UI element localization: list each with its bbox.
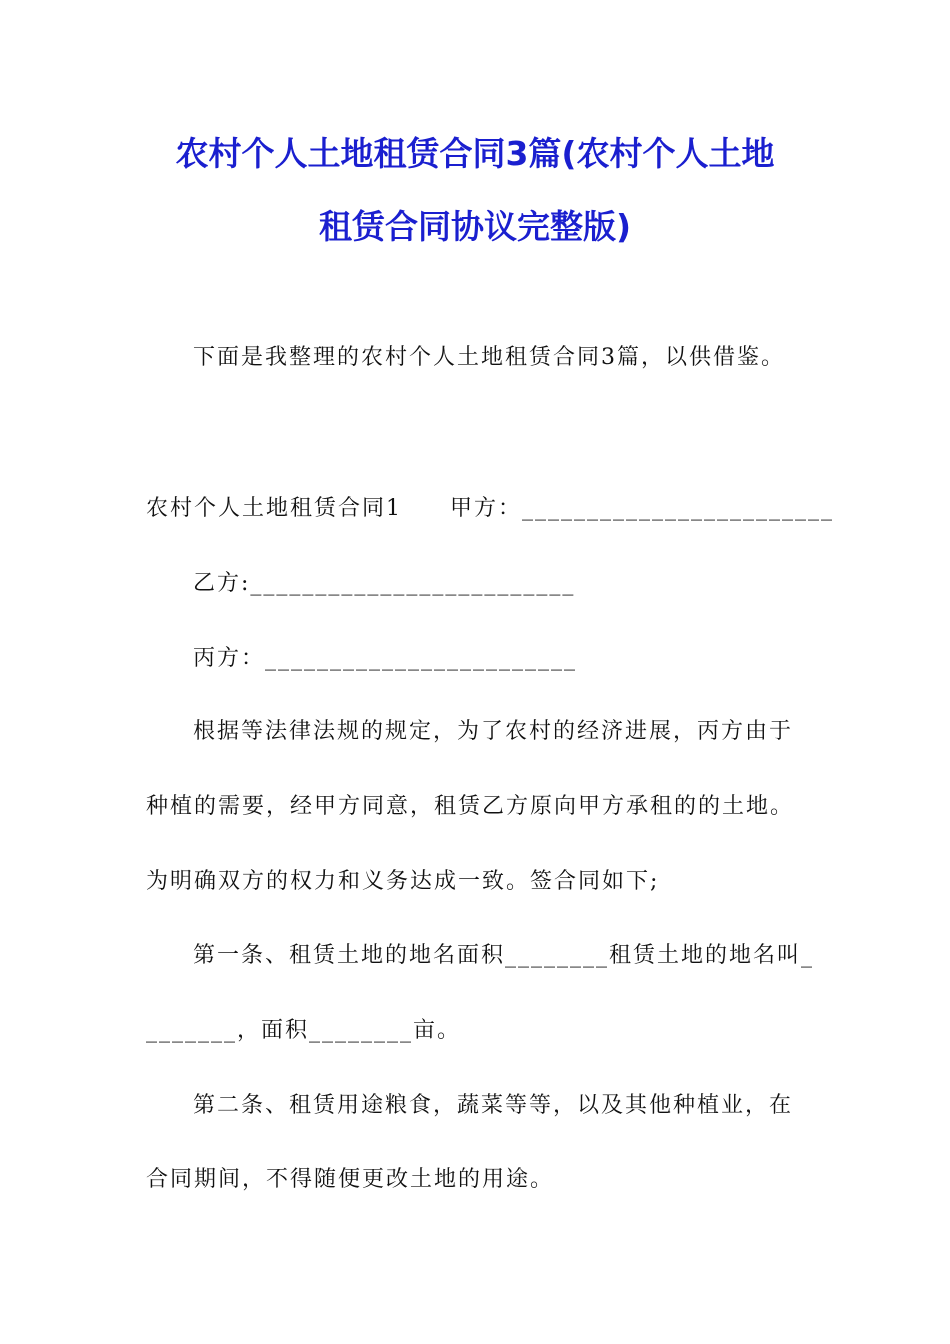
intro-paragraph: 下面是我整理的农村个人土地租赁合同3篇，以供借鉴。 <box>193 345 785 370</box>
party-c-line: 丙方：________________________ <box>193 646 578 671</box>
party-b-line: 乙方:_________________________ <box>193 571 576 596</box>
document-title-line-2: 租赁合同协议完整版) <box>318 207 632 246</box>
paragraph-1-line-1: 根据等法律法规的规定，为了农村的经济进展，丙方由于 <box>193 719 794 744</box>
article-1-line-1: 第一条、租赁土地的地名面积________租赁土地的地名叫_ <box>193 943 815 968</box>
article-2-line-2: 合同期间，不得随便更改土地的用途。 <box>146 1167 555 1192</box>
paragraph-1-line-2: 种植的需要，经甲方同意，租赁乙方原向甲方承租的的土地。 <box>146 794 795 819</box>
paragraph-1-line-3: 为明确双方的权力和义务达成一致。签合同如下; <box>146 869 660 894</box>
article-2-line-1: 第二条、租赁用途粮食，蔬菜等等，以及其他种植业，在 <box>193 1093 794 1118</box>
contract-1-heading: 农村个人土地租赁合同1 甲方：________________________ <box>146 496 834 521</box>
document-title-line-1: 农村个人土地租赁合同3篇(农村个人土地 <box>175 134 775 173</box>
article-1-line-2: _______，面积________亩。 <box>146 1018 462 1043</box>
